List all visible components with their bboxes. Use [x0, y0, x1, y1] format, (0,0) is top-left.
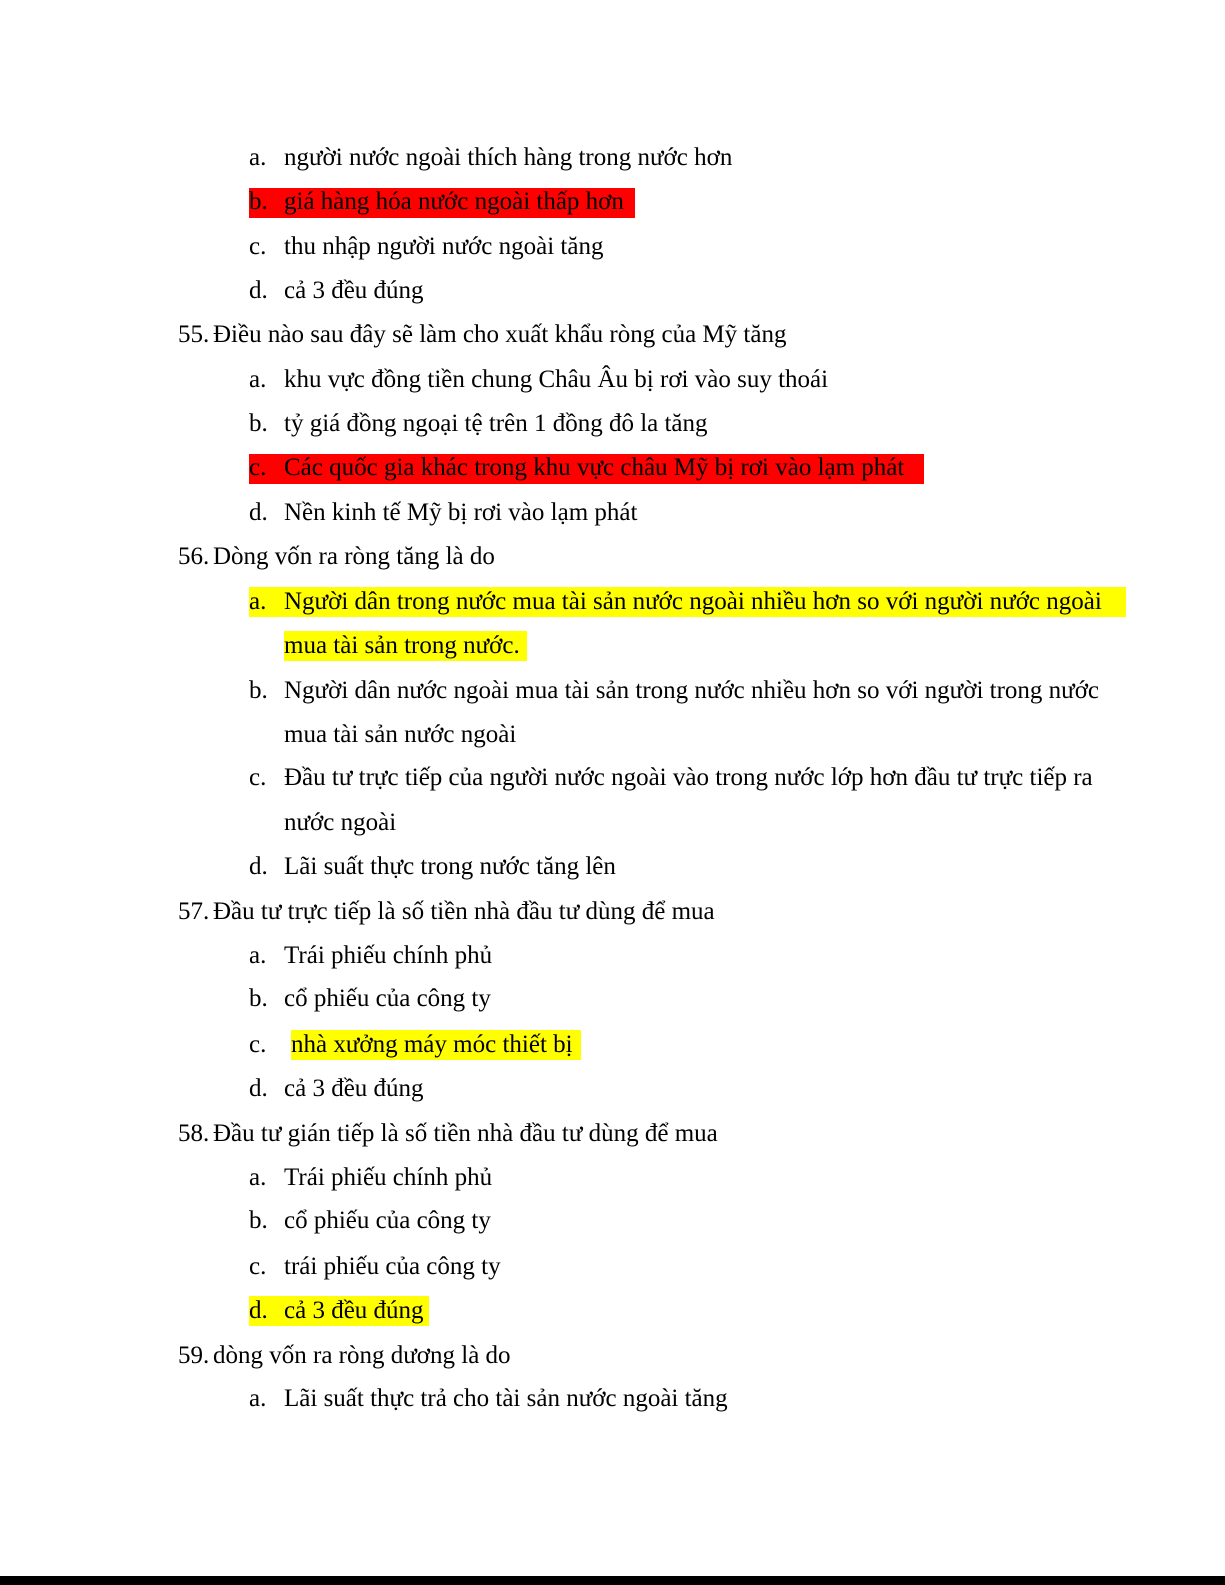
question-text: dòng vốn ra ròng dương là do	[213, 1342, 511, 1369]
question-text: Dòng vốn ra ròng tăng là do	[213, 543, 495, 570]
option-label: d.	[249, 277, 268, 304]
question-number: 58.	[178, 1120, 210, 1147]
option-text: Đầu tư trực tiếp của người nước ngoài vào trong nước lớp hơn đầu tư trực tiếp ra	[284, 764, 1093, 791]
option-text: Nền kinh tế Mỹ bị rơi vào lạm phát	[284, 499, 638, 526]
question-text: Đầu tư trực tiếp là số tiền nhà đầu tư dùng để mua	[213, 898, 715, 925]
option-text: Các quốc gia khác trong khu vực châu Mỹ bị rơi vào lạm phát	[284, 454, 905, 481]
option-text: Lãi suất thực trả cho tài sản nước ngoài tăng	[284, 1385, 728, 1412]
option-label: a.	[249, 144, 267, 171]
question-number: 55.	[178, 321, 210, 348]
option-text: cả 3 đều đúng	[284, 1297, 424, 1324]
question-number: 57.	[178, 898, 210, 925]
option-text: trái phiếu của công ty	[284, 1253, 501, 1280]
option-text: Trái phiếu chính phủ	[284, 1164, 493, 1191]
option-label: b.	[249, 1207, 268, 1234]
option-label: b.	[249, 985, 268, 1012]
option-label: d.	[249, 853, 268, 880]
option-text-continued: mua tài sản trong nước.	[284, 632, 520, 659]
option-text: cổ phiếu của công ty	[284, 1207, 491, 1234]
page-bottom-border	[0, 1576, 1225, 1585]
option-label: a.	[249, 942, 267, 969]
option-text: thu nhập người nước ngoài tăng	[284, 233, 604, 260]
option-text-continued: mua tài sản nước ngoài	[284, 721, 517, 748]
option-label: b.	[249, 188, 268, 215]
option-text: người nước ngoài thích hàng trong nước hơn	[284, 144, 733, 171]
option-text: khu vực đồng tiền chung Châu Âu bị rơi vào suy thoái	[284, 366, 829, 393]
option-text: Trái phiếu chính phủ	[284, 942, 493, 969]
option-text: tỷ giá đồng ngoại tệ trên 1 đồng đô la tăng	[284, 410, 708, 437]
option-label: a.	[249, 1164, 267, 1191]
option-text: cả 3 đều đúng	[284, 277, 424, 304]
question-number: 59.	[178, 1342, 210, 1369]
option-label: b.	[249, 410, 268, 437]
option-label: d.	[249, 499, 268, 526]
option-text: Lãi suất thực trong nước tăng lên	[284, 853, 616, 880]
option-label: c.	[249, 764, 267, 791]
option-text: Người dân trong nước mua tài sản nước ngoài nhiều hơn so với người nước ngoài	[284, 588, 1102, 615]
option-label: c.	[249, 454, 267, 481]
option-label: b.	[249, 677, 268, 704]
option-label: d.	[249, 1297, 268, 1324]
question-text: Điều nào sau đây sẽ làm cho xuất khẩu ròng của Mỹ tăng	[213, 321, 787, 348]
option-text: giá hàng hóa nước ngoài thấp hơn	[284, 188, 624, 215]
option-label: a.	[249, 588, 267, 615]
option-text: cả 3 đều đúng	[284, 1075, 424, 1102]
option-label: a.	[249, 1385, 267, 1412]
option-text: Người dân nước ngoài mua tài sản trong nước nhiều hơn so với người trong nước	[284, 677, 1100, 704]
option-text: cổ phiếu của công ty	[284, 985, 491, 1012]
question-text: Đầu tư gián tiếp là số tiền nhà đầu tư dùng để mua	[213, 1120, 718, 1147]
option-label: c.	[249, 233, 267, 260]
question-number: 56.	[178, 543, 210, 570]
option-text-continued: nước ngoài	[284, 809, 397, 836]
option-label: d.	[249, 1075, 268, 1102]
option-label: c.	[249, 1253, 267, 1280]
option-text: nhà xưởng máy móc thiết bị	[291, 1031, 573, 1058]
option-label: a.	[249, 366, 267, 393]
option-label: c.	[249, 1031, 267, 1058]
